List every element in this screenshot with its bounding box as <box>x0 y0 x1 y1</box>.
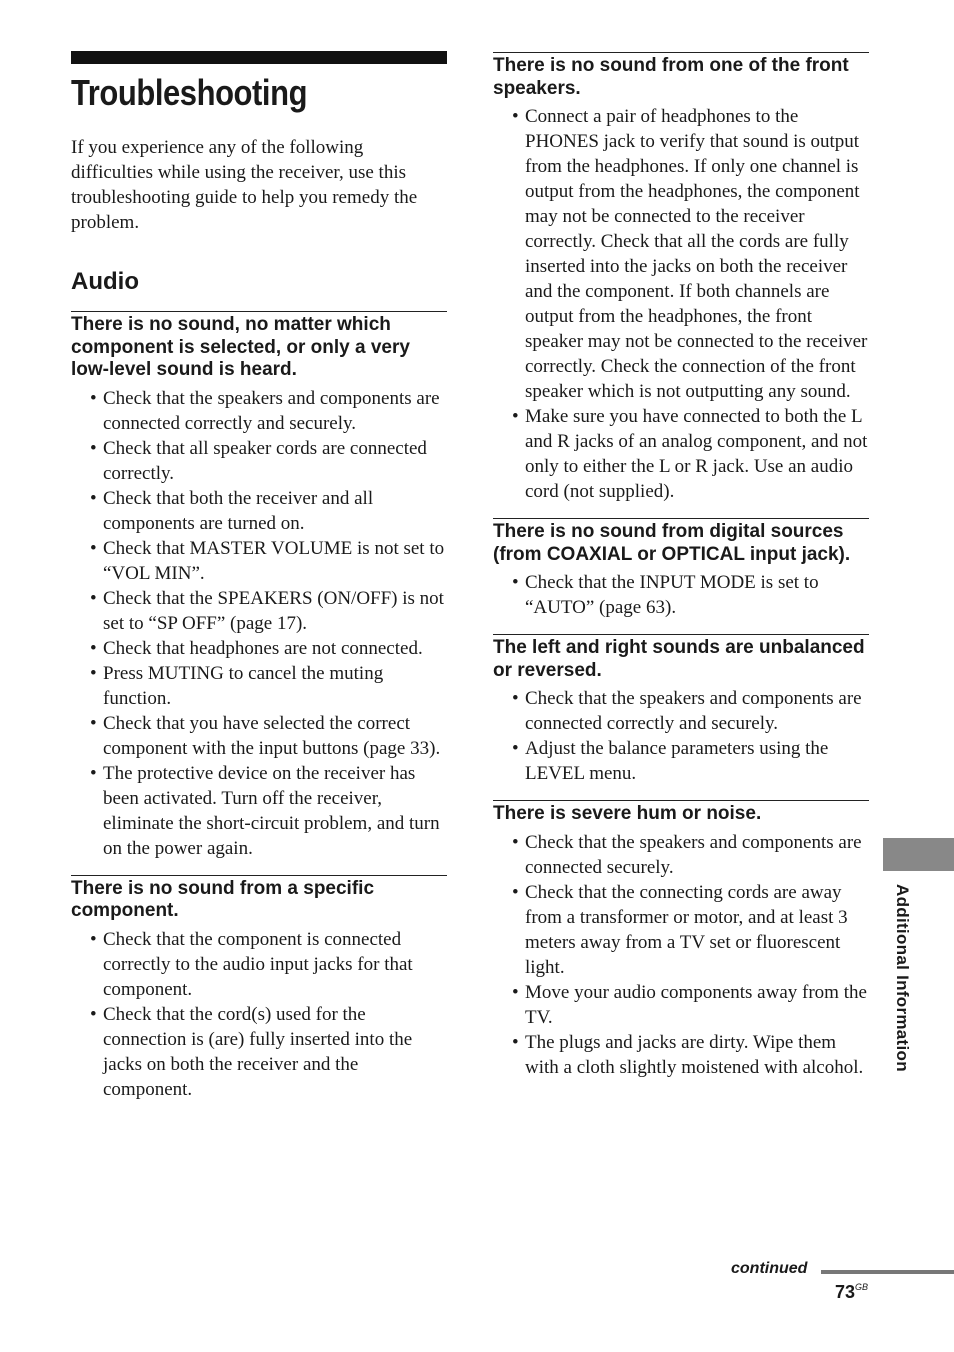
remedy-item: • The plugs and jacks are dirty. Wipe them with a cloth slightly moistened with alcohol. <box>493 1030 869 1080</box>
remedy-list <box>71 927 447 1102</box>
remedy-item: • Make sure you have connected to both the L and R jacks of an analog component, and not only to either the L or R jack. Use an audio cord (not supplied). <box>493 404 869 504</box>
remedy-list <box>493 104 869 504</box>
right-column <box>493 52 869 1080</box>
remedy-list <box>493 686 869 786</box>
remedy-item: • Press MUTING to cancel the muting function. <box>71 661 447 711</box>
remedy-item: • Check that the speakers and components are connected securely. <box>493 830 869 880</box>
remedy-item: • Move your audio components away from the TV. <box>493 980 869 1030</box>
chapter-tab-marker <box>883 838 954 871</box>
problem-heading: The left and right sounds are unbalanced or reversed. <box>493 637 865 681</box>
problem-block <box>493 518 869 620</box>
remedy-item: • Check that the connecting cords are away from a transformer or motor, and at least 3 meters away from a TV set or fluorescent light. <box>493 880 869 980</box>
problem-heading: There is severe hum or noise. <box>493 803 762 824</box>
remedy-item: • Check that headphones are not connected. <box>71 636 447 661</box>
remedy-item: • Check that the speakers and components are connected correctly and securely. <box>71 386 447 436</box>
left-troubleshooting-list <box>71 311 447 1102</box>
intro-paragraph: If you experience any of the following difficulties while using the receiver, use this troubleshooting guide to help you remedy the problem. <box>71 137 418 233</box>
chapter-tab-label: Additional Information <box>893 884 912 1072</box>
remedy-list <box>493 570 869 620</box>
right-troubleshooting-list <box>493 52 869 1080</box>
problem-heading: There is no sound, no matter which component is selected, or only a very low-level sound is heard. <box>71 314 410 380</box>
section-heading-audio: Audio <box>71 268 139 295</box>
remedy-item: • The protective device on the receiver has been activated. Turn off the receiver, eliminate the short-circuit problem, and turn on the power again. <box>71 761 447 861</box>
remedy-item: • Check that you have selected the correct component with the input buttons (page 33). <box>71 711 447 761</box>
page-number-suffix: GB <box>855 1282 869 1292</box>
remedy-item: • Check that the SPEAKERS (ON/OFF) is not set to “SP OFF” (page 17). <box>71 586 447 636</box>
problem-heading: There is no sound from digital sources (from COAXIAL or OPTICAL input jack). <box>493 521 851 565</box>
problem-heading: There is no sound from one of the front speakers. <box>493 55 849 99</box>
problem-block <box>493 52 869 504</box>
continued-rule <box>821 1270 954 1274</box>
problem-block <box>493 634 869 786</box>
left-column <box>71 51 447 1102</box>
page-title: Troubleshooting <box>71 72 308 113</box>
remedy-item: • Adjust the balance parameters using the LEVEL menu. <box>493 736 869 786</box>
remedy-item: • Check that all speaker cords are connected correctly. <box>71 436 447 486</box>
page-number-value: 73 <box>835 1282 856 1302</box>
continued-label: continued <box>731 1260 808 1277</box>
remedy-item: • Check that the cord(s) used for the connection is (are) fully inserted into the jacks on both the receiver and the component. <box>71 1002 447 1102</box>
remedy-item: • Check that both the receiver and all components are turned on. <box>71 486 447 536</box>
page-number <box>835 1282 868 1303</box>
remedy-list <box>493 830 869 1080</box>
remedy-item: • Check that the INPUT MODE is set to “AUTO” (page 63). <box>493 570 869 620</box>
remedy-list <box>71 386 447 861</box>
problem-block <box>493 800 869 1080</box>
problem-block <box>71 311 447 861</box>
remedy-item: • Check that the speakers and components are connected correctly and securely. <box>493 686 869 736</box>
remedy-item: • Check that MASTER VOLUME is not set to “VOL MIN”. <box>71 536 447 586</box>
remedy-item: • Connect a pair of headphones to the PHONES jack to verify that sound is output from the headphones. If only one channel is output from the headphones, the component may not be connected to the receiver correctly. Check that all the cords are fully inserted into the jacks on both the receiver and the component. If both channels are output from the headphones, the front speaker may not be connected to the receiver correctly. Check the connection of the front speaker which is not outputting any sound. <box>493 104 869 404</box>
problem-heading: There is no sound from a specific component. <box>71 877 375 921</box>
remedy-item: • Check that the component is connected correctly to the audio input jacks for that component. <box>71 927 447 1002</box>
problem-block <box>71 875 447 1102</box>
title-rule <box>71 51 447 64</box>
